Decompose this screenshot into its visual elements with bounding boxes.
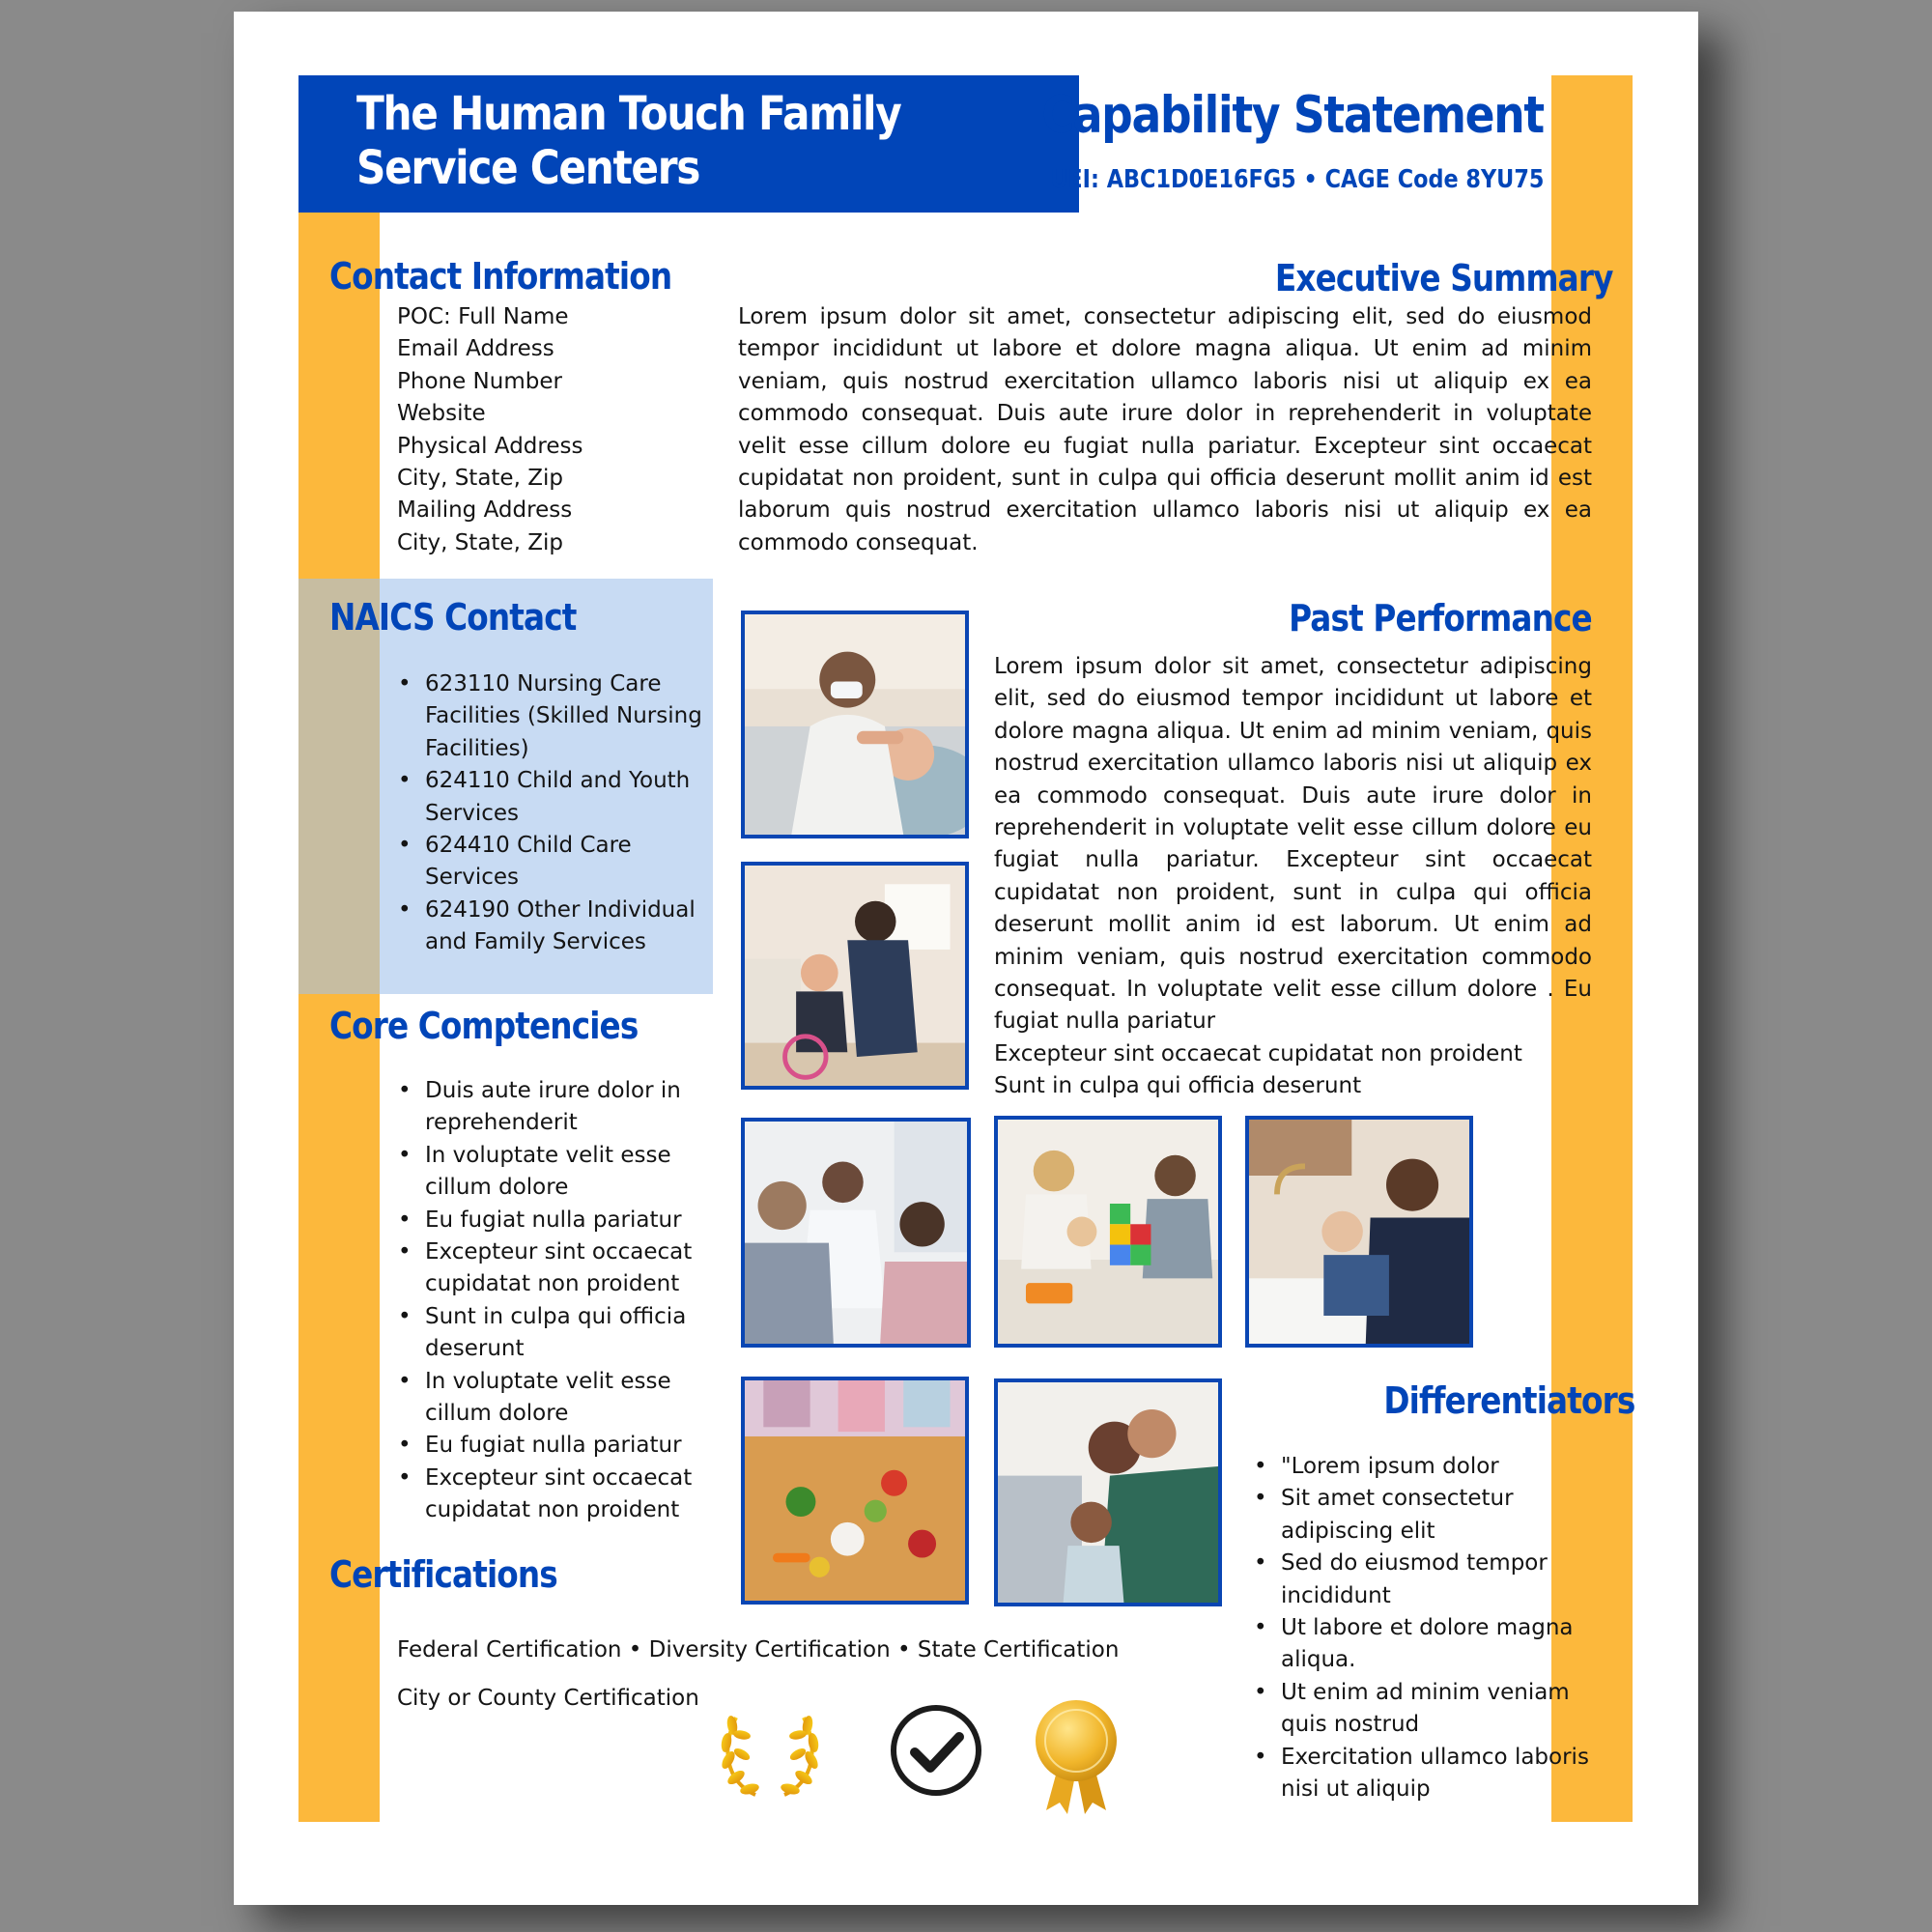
executive-summary-text: Lorem ipsum dolor sit amet, consectetur adipiscing elit, sed do eiusmod tempor incididunt ut labore et dolore magna aliqua. Ut enim ad minim veniam, quis nostrud exercitation ullamco laboris nisi ut aliquip ex ea commodo consequat. Duis aute irure dolor in reprehenderit in voluptate velit esse cillum dolore eu fugiat nulla pariatur. Excepteur sint occaecat cupidatat non proident, sunt in culpa qui officia deserunt mollit anim id est laborum quis nostrud exercitation ullamco laboris nisi ut aliquip ex ea commodo consequat. xyxy=(738,304,1592,555)
capability-statement-page xyxy=(234,12,1698,1905)
contact-email: Email Address xyxy=(397,336,554,362)
list-item: • Sit amet consectetur adipiscing elit xyxy=(1253,1483,1601,1548)
executive-summary-heading: Executive Summary xyxy=(1275,257,1613,299)
checkmark-circle-icon xyxy=(888,1702,984,1799)
core-competencies-heading: Core Comptencies xyxy=(329,1005,639,1047)
list-item: • Excepteur sint occaecat cupidatat non proident xyxy=(397,1463,706,1527)
gold-medal-icon xyxy=(1033,1698,1120,1816)
list-item: • Ut labore et dolore magna aliqua. xyxy=(1253,1612,1601,1677)
document-title: Capability Statement xyxy=(1041,86,1544,145)
list-item: • In voluptate velit esse cillum dolore xyxy=(397,1140,706,1205)
list-item: • Sed do eiusmod tempor incididunt xyxy=(1253,1548,1601,1612)
list-item: • Excepteur sint occaecat cupidatat non proident xyxy=(397,1236,706,1301)
family-playing-with-blocks-photo xyxy=(994,1116,1222,1348)
differentiators-list xyxy=(1253,1451,1601,1805)
certifications-line1: Federal Certification • Diversity Certification • State Certification xyxy=(397,1637,1120,1662)
core-competencies-list xyxy=(397,1075,706,1527)
contact-physical-address: Physical Address xyxy=(397,433,583,459)
past-performance-block xyxy=(994,651,1592,1103)
list-item: • Eu fugiat nulla pariatur xyxy=(397,1430,706,1462)
naics-heading: NAICS Contact xyxy=(329,596,577,639)
list-item: • Duis aute irure dolor in reprehenderit xyxy=(397,1075,706,1140)
list-item: • 623110 Nursing Care Facilities (Skilled Nursing Facilities) xyxy=(397,668,706,765)
past-performance-heading: Past Performance xyxy=(1289,597,1592,639)
uei-cage-codes: UEI: ABC1D0E16FG5 • CAGE Code 8YU75 xyxy=(1049,165,1544,194)
list-item: • Eu fugiat nulla pariatur xyxy=(397,1205,706,1236)
caregiver-with-sick-child-photo xyxy=(741,611,969,838)
organization-name-line2: Service Centers xyxy=(356,141,700,195)
list-item: • Exercitation ullamco laboris nisi ut aliquip xyxy=(1253,1742,1601,1806)
father-bathing-child-photo xyxy=(1245,1116,1473,1348)
past-performance-extra-2: Sunt in culpa qui officia deserunt xyxy=(994,1073,1362,1099)
contact-mailing-address: Mailing Address xyxy=(397,497,573,524)
list-item: • Ut enim ad minim veniam quis nostrud xyxy=(1253,1677,1601,1742)
organization-header xyxy=(298,75,1079,213)
list-item: • "Lorem ipsum dolor xyxy=(1253,1451,1601,1483)
contact-poc: POC: Full Name xyxy=(397,304,569,329)
organization-name-line1: The Human Touch Family xyxy=(356,87,901,141)
list-item: • 624190 Other Individual and Family Services xyxy=(397,895,706,959)
man-with-child-in-wheelchair-photo xyxy=(741,862,969,1090)
list-item: • In voluptate velit esse cillum dolore xyxy=(397,1366,706,1431)
doctor-counseling-group-photo xyxy=(741,1118,971,1348)
children-cooking-vegetables-photo xyxy=(741,1377,969,1605)
past-performance-extra-1: Excepteur sint occaecat cupidatat non proident xyxy=(994,1040,1522,1066)
contact-phone: Phone Number xyxy=(397,368,562,394)
certifications-heading: Certifications xyxy=(329,1553,557,1596)
list-item: • 624110 Child and Youth Services xyxy=(397,765,706,830)
certifications-line2: City or County Certification xyxy=(397,1686,699,1711)
contact-mailing-city-state-zip: City, State, Zip xyxy=(397,529,563,555)
contact-heading: Contact Information xyxy=(329,255,672,298)
laurel-wreath-icon xyxy=(717,1700,823,1806)
family-with-laptop-photo xyxy=(994,1378,1222,1606)
differentiators-heading: Differentiators xyxy=(1382,1379,1634,1422)
contact-city-state-zip: City, State, Zip xyxy=(397,466,563,492)
list-item: • Sunt in culpa qui officia deserunt xyxy=(397,1301,706,1366)
naics-list xyxy=(397,668,706,959)
contact-website: Website xyxy=(397,401,486,427)
list-item: • 624410 Child Care Services xyxy=(397,830,706,895)
past-performance-text: Lorem ipsum dolor sit amet, consectetur adipiscing elit, sed do eiusmod tempor incididunt ut labore et dolore magna aliqua. Ut enim ad minim veniam, quis nostrud exercitation ullamco laboris nisi ut aliquip ex ea commodo consequat. Duis aute irure dolor in reprehenderit in voluptate velit esse cillum dolore eu fugiat nulla pariatur. Excepteur sint occaecat cupidatat non proident, sunt in culpa qui officia deserunt mollit anim id est laborum. Ut enim ad minim veniam, quis nostrud exercitation commodo consequat. In voluptate velit esse cillum dolore . Eu fugiat nulla pariatur xyxy=(994,654,1592,1035)
contact-list xyxy=(397,301,716,559)
